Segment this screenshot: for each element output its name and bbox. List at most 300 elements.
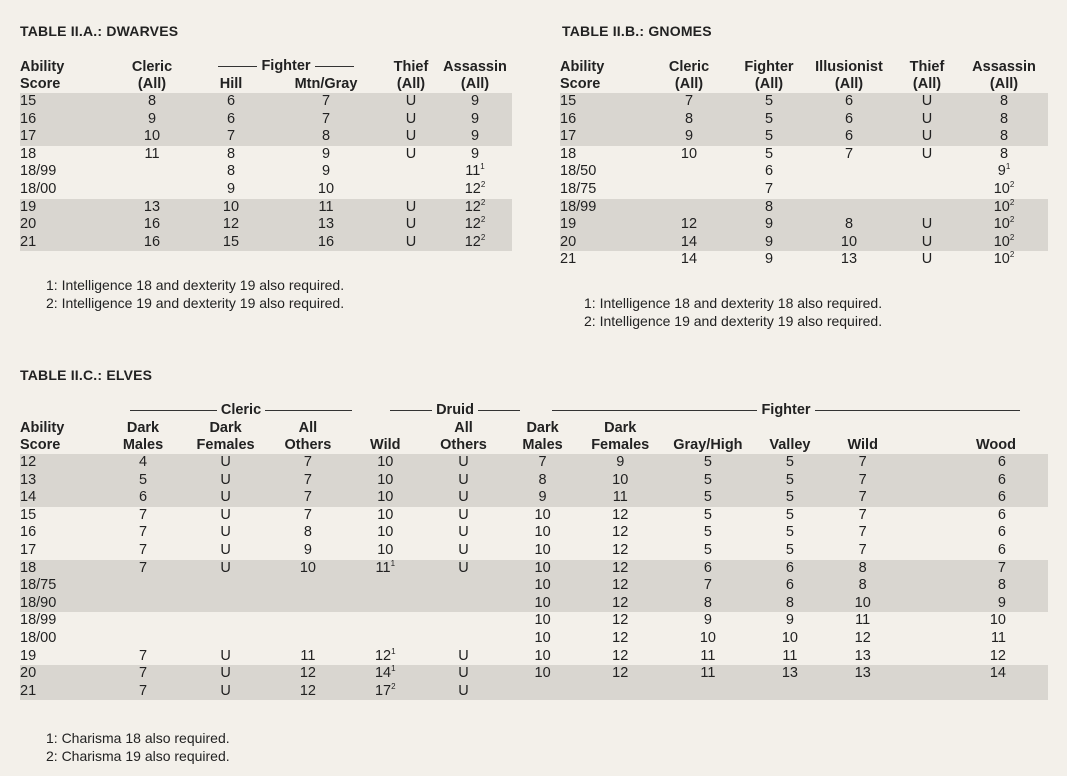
value-cell: 8	[960, 111, 1048, 129]
value-cell: 8	[303, 524, 312, 541]
value-cell: U	[420, 665, 507, 683]
value-cell	[100, 595, 186, 613]
value-cell: 12	[194, 216, 268, 234]
ability-score-cell: 18/99	[20, 163, 57, 180]
value-cell: 12	[265, 665, 350, 683]
footnote-marker: 2	[480, 215, 486, 225]
value-cell: 8	[826, 560, 899, 578]
table-row	[560, 216, 1048, 234]
ability-score-cell: 15	[560, 93, 644, 111]
value-cell: 9	[438, 128, 512, 146]
value-cell: 10	[804, 234, 894, 252]
value-cell: 12	[265, 683, 350, 701]
value-cell: 12	[578, 560, 662, 578]
value-cell: 9	[470, 145, 480, 162]
value-cell: 10	[680, 145, 698, 162]
value-cell: 7	[194, 128, 268, 146]
value-cell	[894, 163, 960, 181]
value-cell	[420, 577, 507, 595]
value-cell: $9^1$	[997, 162, 1011, 180]
col-fighter-wild: Wild	[847, 437, 878, 453]
value-cell: 8	[507, 472, 578, 490]
dwarves-notes	[46, 276, 344, 312]
value-cell: 9	[321, 145, 331, 162]
gnomes-note-1: 1: Intelligence 18 and dexterity 18 also required.	[584, 295, 883, 311]
value-cell: $12^1$	[374, 646, 396, 664]
table-row	[20, 199, 512, 217]
value-cell: 9	[734, 216, 804, 234]
value-cell	[384, 181, 438, 199]
value-cell: 8	[960, 128, 1048, 146]
value-cell: 11	[268, 199, 384, 217]
value-cell: 7	[507, 454, 578, 472]
value-cell: 10	[110, 128, 194, 146]
value-cell: 10	[781, 629, 798, 646]
value-cell: 14	[644, 234, 734, 252]
elves-note-1: 1: Charisma 18 also required.	[46, 730, 230, 746]
value-cell	[265, 612, 350, 630]
value-cell: 10	[351, 489, 420, 507]
value-cell: 12	[578, 665, 662, 683]
value-cell: 6	[899, 472, 1048, 490]
value-cell: U	[894, 216, 960, 234]
value-cell: U	[384, 234, 438, 252]
value-cell: $10^2$	[960, 216, 1048, 234]
value-cell: 8	[644, 111, 734, 129]
value-cell: $11^1$	[351, 560, 420, 578]
value-cell: 11	[990, 629, 1006, 646]
value-cell: 12	[612, 524, 629, 541]
ability-score-cell: 14	[20, 489, 100, 507]
ability-score-cell: 18/50	[560, 163, 597, 180]
value-cell: 10	[317, 180, 335, 197]
value-cell: 9	[303, 541, 312, 558]
value-cell: 10	[826, 595, 899, 613]
value-cell: 7	[100, 560, 186, 578]
col-fighter-wood: Wood	[976, 437, 1016, 453]
table-row	[560, 163, 1048, 181]
gnomes-note-2: 2: Intelligence 19 and dexterity 19 also required.	[584, 313, 883, 329]
table-row	[560, 93, 1048, 111]
value-cell: 9	[507, 489, 578, 507]
footnote-marker: 1	[391, 646, 396, 656]
value-cell: 12	[612, 647, 629, 664]
ability-score-cell: 18/75	[560, 180, 597, 197]
value-cell	[804, 199, 894, 217]
value-cell: U	[420, 683, 507, 701]
value-cell	[804, 181, 894, 199]
value-cell: 12	[989, 647, 1006, 664]
table-row	[20, 524, 1048, 542]
value-cell: 13	[268, 216, 384, 234]
table-row	[560, 234, 1048, 252]
value-cell: U	[384, 199, 438, 217]
value-cell: U	[420, 454, 507, 472]
ability-score-cell: 21	[20, 683, 100, 701]
value-cell: U	[894, 93, 960, 111]
col-ability-score: Ability Score	[20, 59, 65, 92]
value-cell: 12	[578, 595, 662, 613]
dwarves-note-1: 1: Intelligence 18 and dexterity 19 also required.	[46, 277, 345, 293]
value-cell: 10	[265, 560, 350, 578]
elves-title: TABLE II.C.: ELVES	[20, 367, 153, 383]
elves-header-row	[20, 420, 1048, 454]
value-cell: 10	[534, 506, 551, 523]
table-row	[560, 146, 1048, 164]
col-fighter-dark-females: Dark Females	[591, 420, 650, 453]
value-cell: 11	[144, 145, 160, 162]
ability-score-cell: 19	[20, 199, 110, 217]
value-cell: 10	[377, 541, 394, 558]
value-cell: 10	[507, 560, 578, 578]
value-cell: 11	[782, 647, 798, 664]
table-row	[20, 146, 512, 164]
ability-score-cell: 17	[560, 128, 644, 146]
footnote-marker: 2	[1009, 180, 1015, 190]
ability-score-cell: 21	[560, 251, 577, 268]
value-cell	[826, 683, 899, 701]
value-cell: 5	[703, 506, 712, 523]
table-row	[20, 163, 512, 181]
table-row	[20, 234, 512, 252]
col-cleric-all-others: All Others	[284, 420, 332, 453]
value-cell: 7	[138, 541, 148, 558]
ability-score-cell: 18	[560, 145, 577, 162]
value-cell	[351, 612, 420, 630]
value-cell	[100, 577, 186, 595]
value-cell: 9	[703, 612, 712, 629]
value-cell: 16	[268, 234, 384, 252]
value-cell: 5	[734, 111, 804, 129]
ability-score-cell: 20	[20, 216, 110, 234]
value-cell: 7	[265, 489, 350, 507]
value-cell: 4	[100, 454, 186, 472]
value-cell: U	[458, 541, 469, 558]
value-cell: U	[405, 145, 417, 162]
value-cell: 6	[899, 454, 1048, 472]
col-ability-score: Ability Score	[560, 59, 605, 92]
value-cell: 6	[997, 506, 1006, 523]
footnote-marker: 2	[1009, 215, 1015, 225]
value-cell	[100, 630, 186, 648]
value-cell: $10^2$	[960, 199, 1048, 217]
dwarves-header-row	[20, 59, 512, 93]
value-cell: U	[186, 454, 265, 472]
value-cell: $17^2$	[351, 683, 420, 701]
value-cell	[100, 612, 186, 630]
value-cell: 7	[858, 506, 867, 523]
value-cell: 11	[578, 489, 662, 507]
col-thief: Thief (All)	[909, 59, 945, 92]
value-cell: 6	[997, 541, 1006, 558]
value-cell: 7	[644, 93, 734, 111]
table-row	[560, 181, 1048, 199]
value-cell: 9	[438, 93, 512, 111]
ability-score-cell: 18/90	[20, 595, 100, 613]
table-row	[20, 507, 1048, 525]
value-cell	[110, 163, 194, 181]
value-cell: 10	[507, 665, 578, 683]
col-cleric: Cleric (All)	[131, 59, 173, 92]
value-cell: 16	[110, 234, 194, 252]
value-cell: $10^2$	[993, 250, 1015, 268]
value-cell: 8	[804, 216, 894, 234]
value-cell: $14^1$	[351, 665, 420, 683]
value-cell: 8	[226, 145, 236, 162]
col-fighter-mtn-gray: Mtn/Gray	[294, 76, 358, 92]
value-cell: 13	[840, 251, 858, 268]
col-thief: Thief (All)	[393, 59, 429, 92]
value-cell: 7	[662, 577, 753, 595]
value-cell: 9	[578, 454, 662, 472]
table-row	[20, 489, 1048, 507]
value-cell: 7	[138, 647, 148, 664]
table-row	[20, 595, 1048, 613]
value-cell: U	[458, 647, 469, 664]
value-cell: 7	[268, 111, 384, 129]
value-cell: U	[220, 541, 231, 558]
value-cell: 12	[612, 506, 629, 523]
value-cell: U	[220, 506, 231, 523]
value-cell: 8	[268, 128, 384, 146]
table-row	[20, 472, 1048, 490]
footnote-marker: 2	[480, 180, 486, 190]
col-assassin: Assassin (All)	[972, 59, 1036, 92]
gnomes-title: TABLE II.B.: GNOMES	[562, 23, 712, 39]
value-cell: 7	[844, 145, 854, 162]
table-row	[20, 665, 1048, 683]
value-cell: 14	[680, 251, 698, 268]
elves-druid-group-header: Druid	[390, 402, 520, 418]
elves-cleric-group-header: Cleric	[130, 402, 352, 418]
value-cell: 10	[534, 612, 551, 629]
value-cell: U	[458, 506, 469, 523]
value-cell: 9	[226, 180, 236, 197]
value-cell	[644, 163, 734, 181]
ability-score-cell: 18/00	[20, 629, 57, 646]
value-cell: 12	[578, 577, 662, 595]
value-cell: 12	[644, 216, 734, 234]
gnomes-header-row	[560, 59, 1048, 93]
ability-score-cell: 15	[20, 506, 37, 523]
value-cell: $10^2$	[993, 180, 1015, 197]
value-cell: 9	[438, 111, 512, 129]
value-cell: 10	[377, 506, 394, 523]
value-cell	[265, 630, 350, 648]
table-row	[560, 251, 1048, 269]
value-cell: U	[384, 111, 438, 129]
value-cell: 6	[662, 560, 753, 578]
table-row	[20, 181, 512, 199]
value-cell: 7	[268, 93, 384, 111]
elves-fighter-group-header: Fighter	[552, 402, 1020, 418]
ability-score-cell: 16	[20, 524, 37, 541]
value-cell: 9	[734, 234, 804, 252]
ability-score-cell: 21	[20, 234, 110, 252]
col-fighter: Fighter (All)	[744, 59, 794, 92]
value-cell: 10	[194, 199, 268, 217]
value-cell: U	[894, 111, 960, 129]
value-cell: 8	[899, 577, 1048, 595]
ability-score-cell: 13	[20, 472, 100, 490]
value-cell: 14	[899, 665, 1048, 683]
table-row	[20, 630, 1048, 648]
value-cell	[894, 181, 960, 199]
table-row	[20, 454, 1048, 472]
table-row	[20, 93, 512, 111]
value-cell: 5	[785, 524, 794, 541]
value-cell: 6	[100, 489, 186, 507]
gnomes-notes	[584, 294, 882, 330]
value-cell	[578, 683, 662, 701]
value-cell: 8	[662, 595, 753, 613]
value-cell: 13	[854, 647, 871, 664]
gnomes-table	[560, 59, 1048, 269]
footnote-marker: 2	[1009, 232, 1015, 242]
dwarves-title: TABLE II.A.: DWARVES	[20, 23, 179, 39]
value-cell: U	[420, 489, 507, 507]
value-cell	[186, 612, 265, 630]
value-cell: $12^2$	[438, 216, 512, 234]
value-cell: 10	[989, 612, 1006, 629]
elves-notes	[46, 729, 230, 765]
ability-score-cell: 12	[20, 454, 100, 472]
value-cell: 11	[662, 665, 753, 683]
value-cell: 9	[764, 251, 774, 268]
value-cell: 7	[138, 524, 148, 541]
footnote-marker: 1	[480, 162, 485, 172]
col-fighter-gray-high: Gray/High	[673, 437, 743, 453]
ability-score-cell: 19	[20, 647, 37, 664]
ability-score-cell: 18	[20, 560, 100, 578]
value-cell: 5	[753, 472, 826, 490]
value-cell: 7	[303, 506, 312, 523]
table-row	[20, 612, 1048, 630]
col-cleric-dark-males: Dark Males	[122, 420, 164, 453]
value-cell	[894, 199, 960, 217]
value-cell: $10^2$	[960, 234, 1048, 252]
value-cell: 7	[826, 472, 899, 490]
footnote-marker: 2	[1009, 197, 1015, 207]
value-cell: $12^2$	[464, 180, 486, 197]
value-cell: $11^1$	[465, 162, 485, 180]
footnote-marker: 2	[1009, 250, 1015, 260]
footnote-marker: 1	[1005, 162, 1011, 172]
value-cell: 7	[138, 506, 148, 523]
value-cell: 7	[899, 560, 1048, 578]
value-cell: 15	[194, 234, 268, 252]
value-cell: $12^2$	[438, 199, 512, 217]
value-cell: 7	[858, 541, 867, 558]
table-row	[20, 648, 1048, 666]
value-cell: 10	[351, 454, 420, 472]
col-ability-score: Ability Score	[20, 420, 65, 453]
col-fighter-hill: Hill	[219, 76, 243, 92]
value-cell: 5	[764, 145, 774, 162]
value-cell: 11	[855, 612, 871, 629]
value-cell: 5	[662, 472, 753, 490]
value-cell: 6	[764, 163, 774, 180]
value-cell: 7	[265, 472, 350, 490]
value-cell: 11	[700, 647, 716, 664]
value-cell: 8	[999, 145, 1009, 162]
value-cell: 9	[110, 111, 194, 129]
value-cell: 12	[612, 541, 629, 558]
ability-score-cell: 20	[560, 234, 644, 252]
table-row	[20, 128, 512, 146]
value-cell: 10	[351, 472, 420, 490]
ability-score-cell: 18/75	[20, 577, 100, 595]
value-cell: 6	[899, 489, 1048, 507]
dwarves-table	[20, 59, 512, 251]
ability-score-cell: 19	[560, 216, 644, 234]
value-cell	[804, 163, 894, 181]
value-cell: 12	[854, 629, 871, 646]
value-cell	[420, 630, 507, 648]
value-cell: 10	[534, 541, 551, 558]
value-cell	[644, 199, 734, 217]
value-cell	[644, 181, 734, 199]
value-cell: U	[384, 93, 438, 111]
value-cell: 6	[997, 524, 1006, 541]
table-row	[560, 111, 1048, 129]
value-cell	[753, 683, 826, 701]
value-cell: U	[384, 128, 438, 146]
footnote-marker: 2	[391, 681, 396, 691]
value-cell	[186, 577, 265, 595]
value-cell: 6	[194, 111, 268, 129]
value-cell: U	[186, 489, 265, 507]
table-row	[20, 111, 512, 129]
ability-score-cell: 18/99	[20, 612, 57, 629]
dwarves-note-2: 2: Intelligence 19 and dexterity 19 also required.	[46, 295, 345, 311]
value-cell: U	[186, 665, 265, 683]
value-cell: 10	[507, 595, 578, 613]
value-cell: 13	[826, 665, 899, 683]
value-cell: 7	[858, 524, 867, 541]
value-cell: U	[186, 472, 265, 490]
value-cell: 5	[100, 472, 186, 490]
value-cell	[507, 683, 578, 701]
col-druid-wild: Wild	[370, 437, 401, 453]
elves-note-2: 2: Charisma 19 also required.	[46, 748, 230, 764]
footnote-marker: 1	[391, 664, 396, 674]
table-row	[20, 216, 512, 234]
value-cell: 7	[826, 489, 899, 507]
value-cell: 9	[899, 595, 1048, 613]
table-row	[560, 128, 1048, 146]
value-cell: 5	[734, 128, 804, 146]
col-assassin: Assassin (All)	[443, 59, 507, 92]
value-cell: 6	[804, 111, 894, 129]
value-cell: 10	[699, 629, 716, 646]
value-cell: 8	[960, 93, 1048, 111]
value-cell: 5	[662, 454, 753, 472]
value-cell: 9	[644, 128, 734, 146]
value-cell: 13	[753, 665, 826, 683]
value-cell: U	[921, 251, 933, 268]
value-cell: 5	[662, 489, 753, 507]
value-cell: 7	[826, 454, 899, 472]
value-cell: 8	[734, 199, 804, 217]
ability-score-cell: 20	[20, 665, 100, 683]
value-cell: 10	[578, 472, 662, 490]
value-cell: 10	[507, 577, 578, 595]
value-cell: U	[458, 524, 469, 541]
table-row	[20, 542, 1048, 560]
value-cell	[420, 595, 507, 613]
value-cell: 10	[377, 524, 394, 541]
